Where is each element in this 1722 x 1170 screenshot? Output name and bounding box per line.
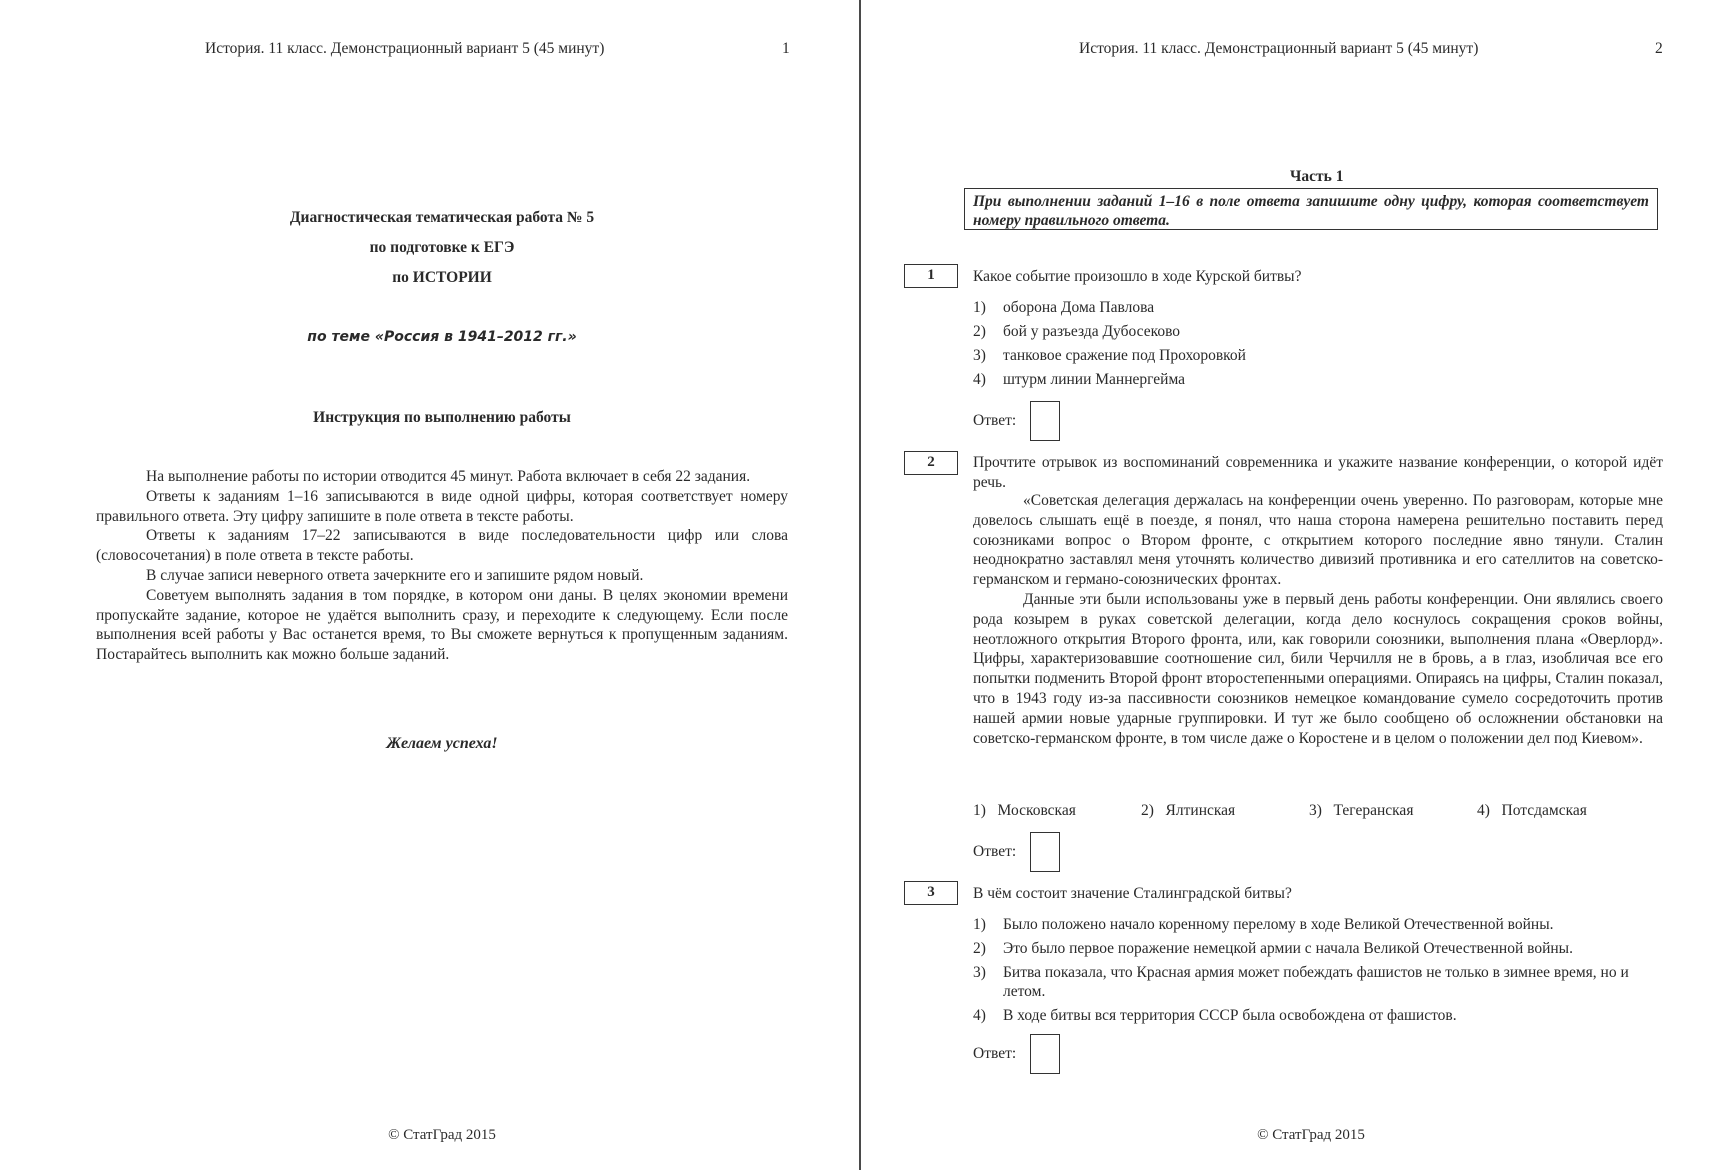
page-number: 1: [782, 40, 790, 57]
option: 1) Было положено начало коренному перелому в ходе Великой Отечественной войны.: [973, 916, 1554, 933]
option: 4) Потсдамская: [1477, 802, 1587, 819]
page-header: История. 11 класс. Демонстрационный вариант 5 (45 минут): [205, 40, 605, 57]
answer-box[interactable]: [1030, 1034, 1060, 1074]
option: 3) Тегеранская: [1309, 802, 1414, 819]
quoted-passage: [973, 491, 1663, 748]
page-1: [0, 0, 860, 1170]
title-line-2: по подготовке к ЕГЭ: [369, 239, 515, 256]
option: 2) Это было первое поражение немецкой армии с начала Великой Отечественной войны.: [973, 940, 1573, 957]
subtitle: по теме «Россия в 1941–2012 гг.»: [307, 329, 577, 345]
page-2: [862, 0, 1722, 1170]
answer-label: Ответ:: [973, 1045, 1017, 1062]
question-text: В чём состоит значение Сталинградской битвы?: [973, 885, 1292, 902]
page-header: История. 11 класс. Демонстрационный вариант 5 (45 минут): [1079, 40, 1479, 57]
question-number-box: 3: [904, 881, 958, 905]
part-title: Часть 1: [1290, 168, 1344, 185]
question-text: Прочтите отрывок из воспоминаний современника и укажите название конференции, о которой идёт речь.: [973, 454, 1663, 491]
answer-field-q1: [973, 401, 1060, 441]
answer-options: [973, 915, 1663, 1030]
instruction-paragraph: Советуем выполнять задания в том порядке, в котором они даны. В целях экономии времени пропускайте задание, которое не удаётся выполнить сразу, и переходите к следующему. Если после выполнения всей работы у Вас останется время, то Вы сможете вернуться к пропущенным заданиям. Постарайтесь выполнить как можно больше заданий.: [96, 586, 788, 664]
passage-paragraph: «Советская делегация держалась на конференции очень уверенно. По разговорам, которые мне довелось слышать ещё в поезде, я понял, что наша сторона намерена решительно поставить перед союзниками вопрос о Втором фронте, с открытием которого последние явно тянули. Сталин неоднократно заставлял меня уточнять количество дивизий противника и его сателлитов на советско-германском и германо-союзнических фронтах.: [973, 492, 1663, 589]
option: 3) танковое сражение под Прохоровкой: [973, 347, 1246, 364]
page-footer: © СтатГрад 2015: [388, 1127, 496, 1143]
instructions-title: Инструкция по выполнению работы: [313, 409, 571, 426]
answer-field-q2: [973, 832, 1060, 872]
page-divider: [859, 0, 861, 1170]
title-line-3: по ИСТОРИИ: [392, 269, 492, 286]
option: 2) Ялтинская: [1141, 802, 1236, 819]
instruction-paragraph: Ответы к заданиям 1–16 записываются в виде одной цифры, которая соответствует номеру правильного ответа. Эту цифру запишите в поле ответа в тексте работы.: [96, 487, 788, 525]
instruction-paragraph: В случае записи неверного ответа зачеркните его и запишите рядом новый.: [146, 566, 644, 584]
page-footer: © СтатГрад 2015: [1257, 1127, 1365, 1143]
question-number-box: 1: [904, 264, 958, 288]
option: 4) В ходе битвы вся территория СССР была освобождена от фашистов.: [973, 1007, 1457, 1024]
option: 3) Битва показала, что Красная армия может побеждать фашистов не только в зимнее время, но и летом.: [973, 964, 1629, 1000]
wish-text: Желаем успеха!: [386, 735, 498, 752]
question-text: Какое событие произошло в ходе Курской битвы?: [973, 268, 1302, 285]
answer-label: Ответ:: [973, 412, 1017, 429]
question-number-box: 2: [904, 451, 958, 475]
option: 2) бой у разъезда Дубосеково: [973, 323, 1181, 340]
instruction-paragraph: На выполнение работы по истории отводится 45 минут. Работа включает в себя 22 задания.: [146, 468, 751, 485]
answer-field-q3: [973, 1034, 1060, 1074]
instructions-text: [96, 467, 788, 665]
passage-paragraph: Данные эти были использованы уже в первый день работы конференции. Они являлись своего рода козырем в руках советской делегации, когда дело коснулось сокращения сроков войны, неотложного открытия Второго фронта, или, как говорили союзники, выполнения плана «Оверлорд». Цифры, характеризовавшие соотношение сил, били Черчилля не в бровь, а в глаз, изобличая все его попытки подменить Второй фронт второстепенными операциями. Опираясь на цифры, Сталин показал, что в 1943 году из-за пассивности союзников немецкое командование сумело сосредоточить против нашей армии новые ударные группировки. И тут же было сообщено об осложнении обстановки на советско-германском фронте, в том числе даже о Коростене и в целом о положении дел под Киевом».: [973, 590, 1663, 747]
option: 4) штурм линии Маннергейма: [973, 371, 1186, 388]
answer-box[interactable]: [1030, 832, 1060, 872]
title-line-1: Диагностическая тематическая работа № 5: [289, 209, 595, 226]
page-number: 2: [1655, 40, 1663, 57]
answer-label: Ответ:: [973, 843, 1017, 860]
option: 1) Московская: [973, 802, 1076, 819]
instruction-paragraph: Ответы к заданиям 17–22 записываются в виде последовательности цифр или слова (словосочетания) в поле ответа в тексте работы.: [96, 527, 788, 565]
answer-box[interactable]: [1030, 401, 1060, 441]
part-instructions-box: При выполнении заданий 1–16 в поле ответа запишите одну цифру, которая соответствует номеру правильного ответа.: [964, 188, 1658, 230]
answer-options: [973, 298, 1663, 394]
option: 1) оборона Дома Павлова: [973, 299, 1155, 316]
